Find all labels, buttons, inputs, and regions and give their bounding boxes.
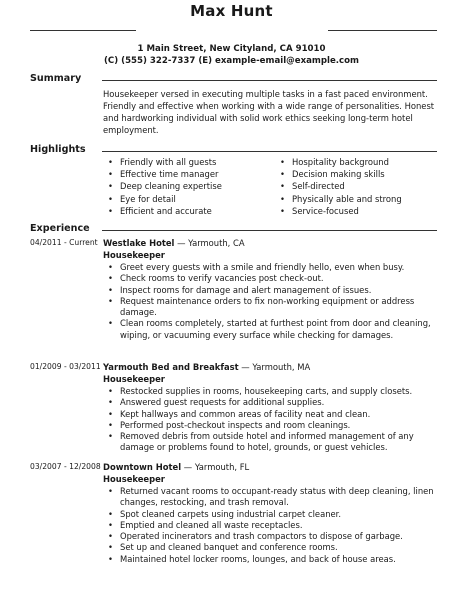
job-location: Yarmouth, CA [188,238,245,248]
highlights-rule [102,151,437,152]
highlight-item: • Service-focused [275,205,440,217]
highlight-item: • Self-directed [275,180,440,192]
job-bullet: • Set up and cleaned banquet and conference rooms. [103,542,437,553]
job-company-line [103,238,245,248]
job-location: Yarmouth, MA [252,362,311,372]
job-company-line [103,362,310,372]
job-location: Yarmouth, FL [194,462,250,472]
job-bullets [103,262,437,341]
highlights-right-list [275,156,440,217]
job-bullet: • Maintained hotel locker rooms, lounges, and back of house areas. [103,554,437,565]
job-title: Housekeeper [103,374,165,384]
summary-rule [102,80,437,81]
job-bullets [103,486,437,565]
job-bullet: • Emptied and cleaned all waste receptacles. [103,520,437,531]
job-bullet: • Restocked supplies in rooms, housekeeping carts, and supply closets. [103,386,437,397]
separator-dash: — [241,362,250,372]
highlight-item: • Decision making skills [275,168,440,180]
job-bullet: • Spot cleaned carpets using industrial carpet cleaner. [103,509,437,520]
job-company: Westlake Hotel [103,238,175,248]
job-title: Housekeeper [103,250,165,260]
highlight-item: • Physically able and strong [275,193,440,205]
job-company: Yarmouth Bed and Breakfast [103,362,239,372]
summary-text: Housekeeper versed in executing multiple tasks in a fast paced environment. Friendly and effective when working with a wide range of personalities. Honest and hardworking individual with solid work ethics seeking long-term hotel employment. [103,89,435,136]
job-bullet: • Inspect rooms for damage and alert management of issues. [103,285,437,296]
job-dates: 04/2011 - Current [30,238,98,247]
highlights-left-list [103,156,273,217]
separator-dash: — [183,462,193,472]
separator-dash: — [177,238,186,248]
address-line: 1 Main Street, New Cityland, CA 91010 [137,44,326,54]
header-rule-right [328,30,437,31]
job-bullet: • Removed debris from outside hotel and informed management of any damage or problems found to hotel, grounds, or guest vehicles. [103,431,437,454]
job-company: Downtown Hotel [103,462,182,472]
job-bullets [103,386,437,454]
job-bullet: • Kept hallways and common areas of facility neat and clean. [103,409,437,420]
job-bullet: • Operated incinerators and trash compactors to dispose of garbage. [103,531,437,542]
summary-heading: Summary [30,73,82,84]
highlight-item: • Friendly with all guests [103,156,273,168]
job-dates: 01/2009 - 03/2011 [30,362,101,371]
candidate-name: Max Hunt [190,2,273,20]
job-bullet: • Greet every guests with a smile and friendly hello, even when busy. [103,262,437,273]
job-bullet: • Answered guest requests for additional supplies. [103,397,437,408]
job-bullet: • Performed post-checkout inspects and room cleanings. [103,420,437,431]
header-rule-left [30,30,136,31]
highlight-item: • Efficient and accurate [103,205,273,217]
highlight-item: • Hospitality background [275,156,440,168]
highlight-item: • Effective time manager [103,168,273,180]
job-title: Housekeeper [103,474,165,484]
experience-rule [102,230,437,231]
experience-heading: Experience [30,223,90,234]
job-bullet: • Check rooms to verify vacancies post check-out. [103,273,437,284]
highlight-item: • Eye for detail [103,193,273,205]
job-dates: 03/2007 - 12/2008 [30,462,101,471]
highlight-item: • Deep cleaning expertise [103,180,273,192]
job-bullet: • Request maintenance orders to fix non-working equipment or address damage. [103,296,437,319]
contact-line: (C) (555) 322-7337 (E) example-email@example.com [103,56,360,66]
highlights-heading: Highlights [30,144,86,155]
job-bullet: • Clean rooms completely, started at furthest point from door and cleaning, wiping, or vacuuming every surface while checking for damages. [103,318,437,341]
job-bullet: • Returned vacant rooms to occupant-ready status with deep cleaning, linen changes, restocking, and trash removal. [103,486,437,509]
job-company-line [103,462,249,472]
